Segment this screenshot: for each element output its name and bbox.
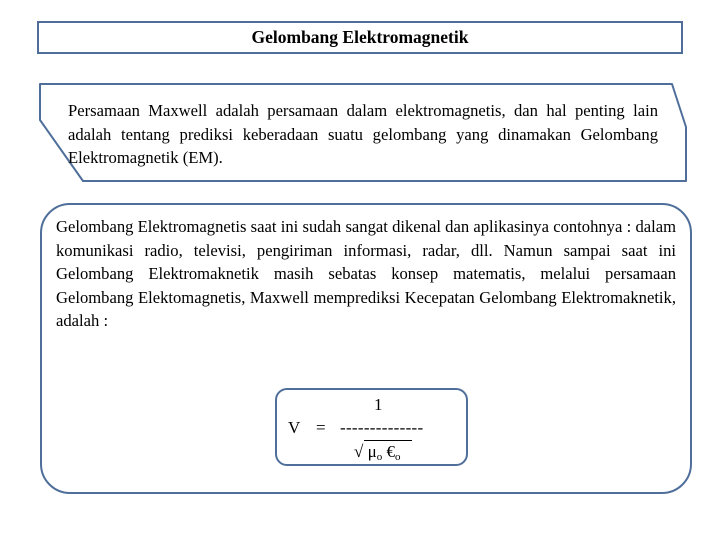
intro-paragraph: Persamaan Maxwell adalah persamaan dalam elektromagnetis, dan hal penting lain adalah tentang prediksi keberadaan suatu gelombang yang dinamakan Gelombang Elektromagnetik (EM). xyxy=(68,101,658,167)
formula-lhs: V xyxy=(288,418,301,437)
formula-denominator xyxy=(354,442,400,462)
mu-subscript: o xyxy=(376,451,383,463)
epsilon-symbol: € xyxy=(386,442,395,461)
epsilon-subscript: o xyxy=(394,451,401,463)
slide-title-text: Gelombang Elektromagnetik xyxy=(251,27,469,47)
mu-symbol: μ xyxy=(367,442,377,461)
formula-fraction-bar: -------------- xyxy=(340,418,424,437)
formula-radical-bar xyxy=(364,440,412,441)
formula-equals: = xyxy=(316,418,326,437)
formula-numerator: 1 xyxy=(374,395,383,414)
root-symbol: √ xyxy=(354,442,364,461)
body-paragraph: Gelombang Elektromagnetis saat ini sudah sangat dikenal dan aplikasinya contohnya : dalam komunikasi radio, televisi, pengiriman informasi, radar, dll. Namun sampai saat ini Gelombang Elektromaknetik masih sebatas konsep matematis, melalui persamaan Gelombang Elektomagnetis, Maxwell memprediksi Kecepatan Gelombang Elektromaknetik, adalah : xyxy=(56,217,676,330)
